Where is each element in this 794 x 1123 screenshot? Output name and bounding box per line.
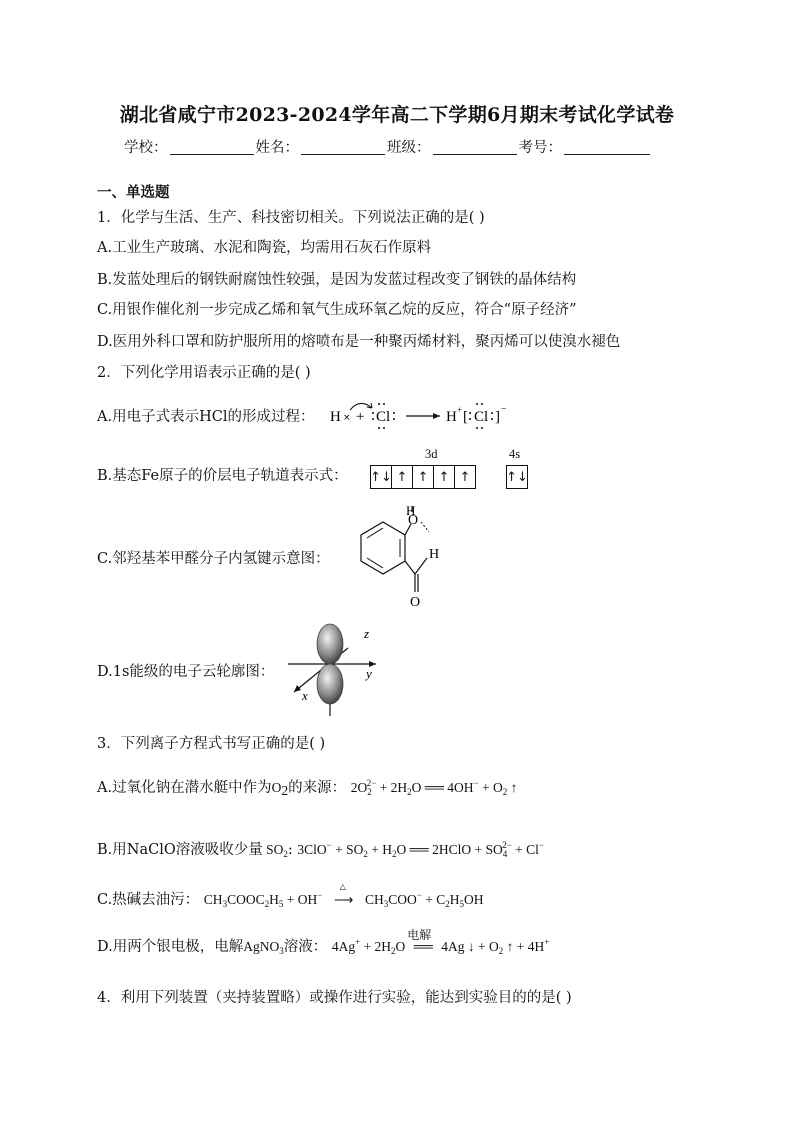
name-blank[interactable]	[301, 140, 385, 155]
q1-option-c: C.用银作催化剂一步完成乙烯和氧气生成环氧乙烷的反应，符合“原子经济”	[97, 302, 577, 318]
q3-option-a: A.过氧化钠在潜水艇中作为O2的来源： $2O_2^{2-} + 2H_2O$ ══ $4OH^- + O_2$ ↑	[97, 778, 518, 798]
plus-sign: +	[356, 409, 365, 425]
label-4s: 4s	[509, 447, 521, 461]
h-electron: ×	[343, 413, 351, 423]
z-label: z	[364, 626, 370, 641]
aldehyde-h: H	[429, 547, 440, 562]
hcl-electron-formula	[326, 396, 526, 436]
orbital-box: ↑↓	[506, 469, 528, 485]
school-blank[interactable]	[170, 140, 254, 155]
q3-option-c: C.热碱去油污： $CH_3COOC_2H_5 + OH^-$ △ ⟶ $CH_3COO^- + C_2H_5OH$	[97, 882, 484, 909]
exam-no-blank[interactable]	[564, 140, 650, 155]
q3-option-d: D.用两个银电极，电解AgNO$_3$溶液： $4Ag^+ + 2H_2O$ 电解 ══ 4Ag ↓ + $O_2$ ↑ + 4H+	[97, 928, 550, 956]
svg-text:+: +	[457, 405, 463, 415]
q1-option-b: B.发蓝处理后的钢铁耐腐蚀性较强，是因为发蓝过程改变了钢铁的晶体结构	[97, 272, 577, 288]
upper-lobe	[317, 624, 343, 664]
q1-option-a: A.工业生产玻璃、水泥和陶瓷，均需用石灰石作原料	[97, 240, 432, 256]
student-info-row	[124, 136, 684, 157]
hydroxyl-o: O	[408, 513, 419, 528]
product-cl: Cl	[474, 409, 489, 425]
q2-option-c: C.邻羟基苯甲醛分子内氢键示意图：	[97, 551, 330, 567]
q1-stem: 1．化学与生活、生产、科技密切相关。下列说法正确的是( )	[97, 210, 485, 226]
h-atom: H	[330, 409, 341, 425]
product-h: H	[446, 409, 457, 425]
q3-stem: 3．下列离子方程式书写正确的是( )	[97, 736, 326, 752]
orbital-boxes-3d	[370, 465, 476, 489]
y-label: y	[366, 666, 372, 681]
name-label: 姓名：	[255, 140, 299, 156]
class-label: 班级：	[387, 140, 431, 156]
svg-text:−: −	[501, 404, 507, 415]
hydroxyl-h: H	[406, 503, 416, 518]
lower-lobe	[317, 664, 343, 704]
svg-text:[: [	[463, 409, 468, 425]
orbital-box: ↑	[413, 466, 434, 488]
class-blank[interactable]	[433, 140, 517, 155]
q2-option-b: B.基态Fe原子的价层电子轨道表示式：	[97, 468, 348, 484]
orbital-cloud-diagram	[284, 622, 384, 720]
benzene-ring	[361, 522, 405, 574]
x-label: x	[302, 688, 308, 703]
q1-option-d: D.医用外科口罩和防护服所用的熔喷布是一种聚丙烯材料，聚丙烯可以使溴水褪色	[97, 334, 621, 350]
cl-atom: Cl	[376, 409, 391, 425]
q2-option-d: D.1s能级的电子云轮廓图：	[97, 664, 275, 680]
label-3d: 3d	[425, 447, 438, 461]
orbital-box: ↑	[459, 469, 471, 485]
section-title: 一、单选题	[97, 184, 170, 201]
orbital-box: ↑	[392, 466, 413, 488]
svg-text:]: ]	[495, 409, 500, 425]
exam-no-label: 考号：	[518, 140, 562, 156]
aldehyde-o: O	[410, 595, 421, 610]
q4-stem: 4．利用下列装置（夹持装置略）或操作进行实验，能达到实验目的的是( )	[97, 990, 572, 1006]
orbital-box: ↑↓	[371, 466, 392, 488]
salicylaldehyde-structure	[345, 502, 455, 612]
orbital-boxes-4s	[506, 465, 528, 489]
hydrogen-bond	[421, 522, 429, 532]
orbital-box: ↑	[434, 466, 455, 488]
q2-option-a: A.用电子式表示HCl的形成过程：	[97, 409, 315, 425]
school-label: 学校：	[124, 140, 168, 156]
q3-option-b: B.用NaClO溶液吸收少量 $SO_2$: $3ClO^- + SO_2 + H_2O$ ══ 2HClO + $SO_4^{2-} + Cl^-$	[97, 840, 544, 859]
q2-stem: 2．下列化学用语表示正确的是( )	[97, 365, 311, 381]
page-title: 湖北省咸宁市2023-2024学年高二下学期6月期末考试化学试卷	[119, 104, 675, 126]
